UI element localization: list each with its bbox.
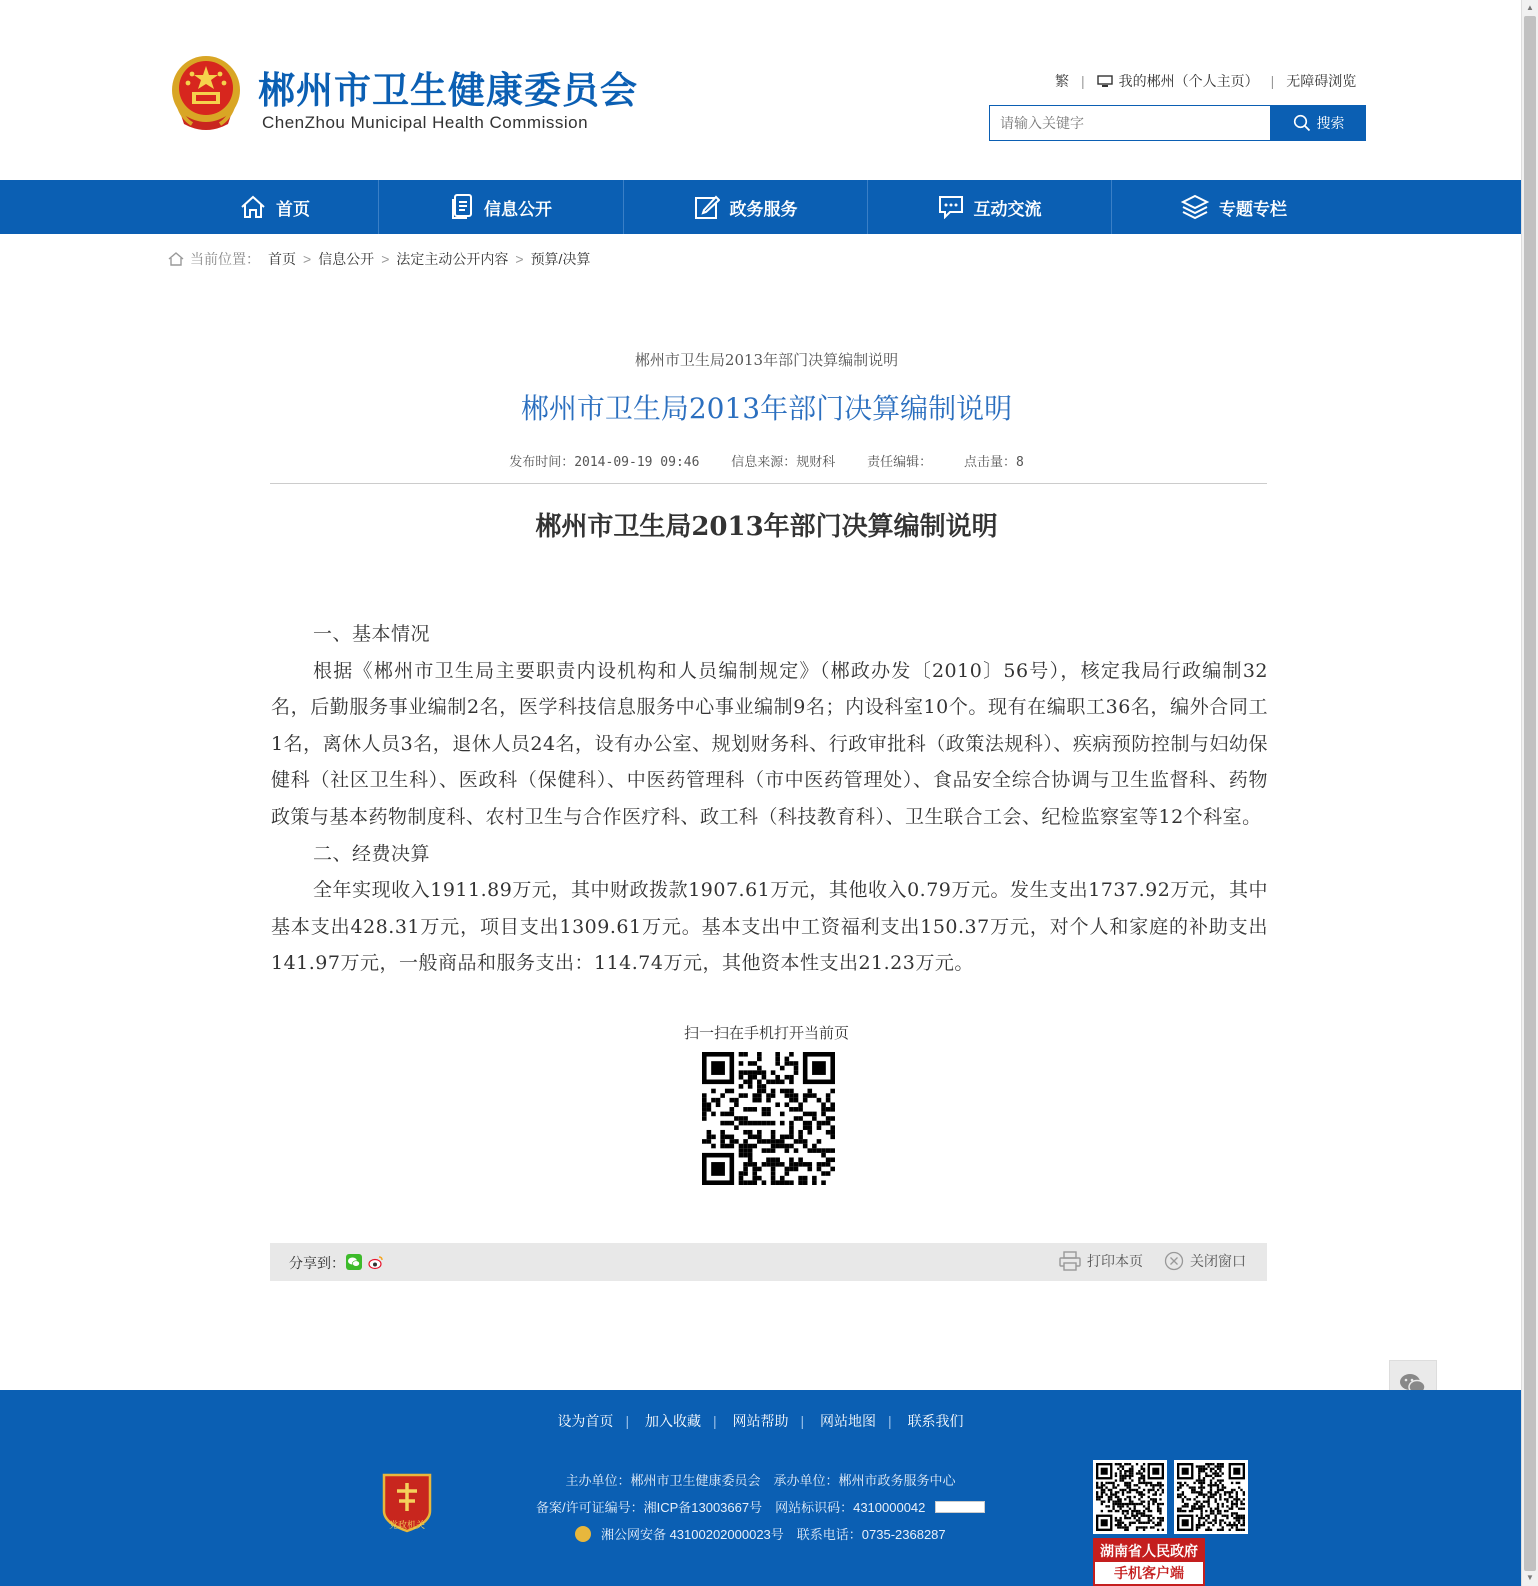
monitor-icon (1097, 75, 1113, 88)
search-button-label: 搜索 (1316, 115, 1345, 131)
footer-link-favorite[interactable]: 加入收藏 (644, 1413, 701, 1429)
chevron-right-icon: > (303, 251, 312, 267)
qr-label: 扫一扫在手机打开当前页 (683, 1025, 849, 1042)
hunan-gov-app-badge[interactable] (1093, 1538, 1205, 1586)
traditional-chinese-link[interactable]: 繁 (1055, 73, 1069, 89)
search-icon (1293, 114, 1311, 132)
main-nav (0, 180, 1521, 234)
nav-gov-services[interactable] (624, 180, 867, 234)
footer-links (0, 1411, 1521, 1431)
divider: | (888, 1413, 892, 1429)
footer-icp-text: 备案/许可证编号：湘ICP备13003667号 网站标识码：4310000042 (535, 1500, 926, 1515)
nav-gov-services-label: 政务服务 (729, 199, 798, 219)
scroll-down-arrow-icon[interactable]: ▼ (1526, 1573, 1534, 1582)
divider: | (712, 1413, 717, 1429)
site-id-badge-icon (935, 1501, 985, 1513)
breadcrumb-item-statutory[interactable]: 法定主动公开内容 (396, 251, 509, 267)
close-window-button[interactable] (1164, 1251, 1246, 1271)
accessibility-link[interactable]: 无障碍浏览 (1286, 73, 1357, 89)
wechat-share-icon[interactable] (346, 1254, 362, 1270)
scroll-up-arrow-icon[interactable]: ▲ (1526, 3, 1534, 12)
divider: | (1081, 73, 1085, 89)
paragraph: 全年实现收入1911.89万元，其中财政拨款1907.61万元，其他收入0.79万元。发生支出1737.92万元，其中基本支出428.31万元，项目支出1309.61万元。基本支出中工资福利支出150.37万元，对个人和家庭的补助支出141.97万元，一般商品和服务支出：114.74万元，其他资本性支出21.23万元。 (271, 879, 1268, 975)
print-label: 打印本页 (1087, 1253, 1143, 1269)
search-input[interactable] (989, 105, 1271, 141)
chevron-right-icon: > (515, 251, 524, 267)
breadcrumb-item-info[interactable]: 信息公开 (318, 251, 375, 267)
divider: | (800, 1413, 805, 1429)
nav-info-disclosure-label: 信息公开 (484, 199, 552, 219)
close-icon (1164, 1251, 1184, 1271)
section-heading: 一、基本情况 (313, 623, 431, 645)
national-emblem-icon (168, 54, 244, 136)
content-title: 郴州市卫生局2013年部门决算编制说明 (535, 512, 998, 542)
gov-app-title: 湖南省人民政府 (1095, 1540, 1203, 1562)
article-pre-title: 郴州市卫生局2013年部门决算编制说明 (634, 351, 899, 369)
edit-icon (694, 194, 720, 220)
police-badge-icon (575, 1526, 591, 1542)
nav-info-disclosure[interactable] (379, 180, 623, 234)
qr-code-icon (1093, 1460, 1167, 1534)
footer-link-help[interactable]: 网站帮助 (732, 1413, 789, 1429)
home-icon (240, 195, 266, 219)
chat-icon (938, 195, 964, 219)
qr-code-icon (1174, 1460, 1248, 1534)
divider: | (1270, 73, 1275, 89)
footer-sponsor: 主办单位：郴州市卫生健康委员会 承办单位：郴州市政务服务中心 (565, 1473, 956, 1488)
article-body (271, 616, 1268, 982)
scroll-thumb[interactable] (1524, 16, 1536, 1571)
breadcrumb-item-home[interactable]: 首页 (268, 251, 296, 267)
breadcrumb (168, 249, 590, 269)
site-title[interactable]: 郴州市卫生健康委员会 (258, 70, 638, 111)
breadcrumb-item-budget[interactable]: 预算/决算 (530, 251, 591, 267)
document-icon (450, 194, 474, 220)
footer-link-sitemap[interactable]: 网站地图 (820, 1413, 877, 1429)
nav-interaction-label: 互动交流 (973, 199, 1042, 219)
layers-icon (1181, 194, 1209, 220)
chevron-right-icon: > (381, 251, 390, 267)
view-count: 点击量：8 (963, 455, 1024, 470)
home-icon (168, 251, 184, 267)
nav-special-topics[interactable] (1112, 180, 1356, 234)
info-source: 信息来源：规财科 (731, 455, 836, 470)
share-label: 分享到： (289, 1255, 345, 1271)
divider (270, 483, 1267, 484)
publish-time: 发布时间：2014-09-19 09:46 (509, 455, 700, 470)
footer-police-text: 湘公网安备 43100202000023号 联系电话：0735-2368287 (600, 1527, 946, 1542)
gov-app-subtitle: 手机客户端 (1114, 1565, 1184, 1581)
close-label: 关闭窗口 (1190, 1253, 1246, 1269)
nav-home[interactable] (172, 180, 378, 234)
paragraph: 根据《郴州市卫生局主要职责内设机构和人员编制规定》（郴政办发〔2010〕56号），核定我局行政编制32名，后勤服务事业编制2名，医学科技信息服务中心事业编制9名；内设科室10个。现有在编职工36名，编外合同工1名，离休人员3名，退休人员24名，设有办公室、规划财务科、行政审批科（政策法规科）、疾病预防控制与妇幼保健科（社区卫生科）、医政科（保健科）、中医药管理科（市中医药管理处）、食品安全综合协调与卫生监督科、药物政策与基本药物制度科、农村卫生与合作医疗科、政工科（科技教育科）、卫生联合工会、纪检监察室等12个科室。 (271, 659, 1268, 828)
footer-link-contact[interactable]: 联系我们 (907, 1413, 964, 1429)
footer-police (0, 1524, 1521, 1543)
qr-code-icon (702, 1052, 835, 1185)
responsible-editor: 责任编辑： (867, 455, 933, 470)
badge-label: 党政机关 (388, 1520, 425, 1530)
printer-icon (1059, 1251, 1081, 1271)
print-button[interactable] (1059, 1251, 1143, 1271)
footer-icp (0, 1497, 1521, 1516)
top-links (1055, 71, 1356, 91)
my-chenzhou-link[interactable]: 我的郴州（个人主页） (1118, 73, 1259, 89)
divider: | (625, 1413, 630, 1429)
footer-link-set-home[interactable]: 设为首页 (557, 1413, 614, 1429)
breadcrumb-label: 当前位置： (190, 251, 260, 267)
nav-interaction[interactable] (868, 180, 1111, 234)
section-heading: 二、经费决算 (313, 842, 431, 865)
article-title: 郴州市卫生局2013年部门决算编制说明 (520, 392, 1013, 425)
article-meta (268, 451, 1265, 470)
vertical-scrollbar[interactable] (1521, 0, 1538, 1586)
nav-special-topics-label: 专题专栏 (1219, 199, 1287, 219)
site-subtitle: ChenZhou Municipal Health Commission (262, 113, 589, 132)
search-button[interactable] (1271, 105, 1366, 141)
weibo-share-icon[interactable] (368, 1254, 384, 1270)
nav-home-label: 首页 (276, 199, 310, 219)
